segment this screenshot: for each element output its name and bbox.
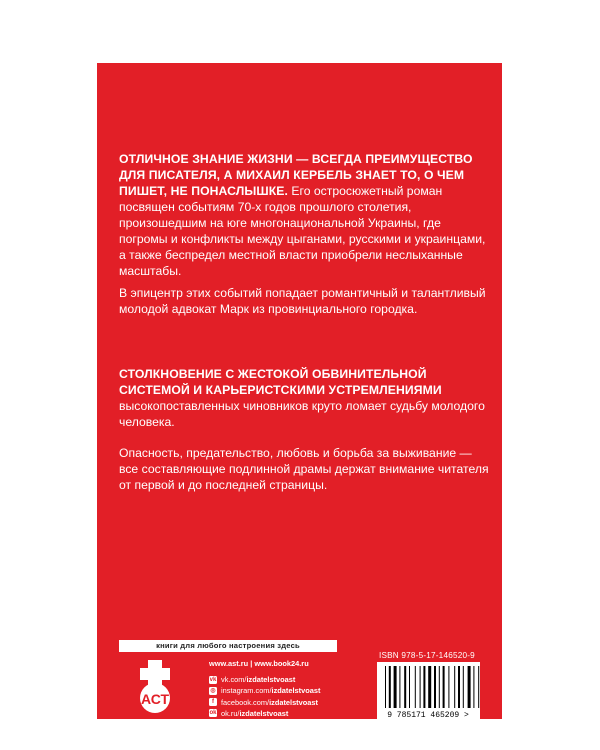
blurb-body-3: высокопоставленных чиновников круто ломает судьбу молодого человека. xyxy=(119,399,485,429)
social-prefix: instagram.com/ xyxy=(221,686,272,696)
website-line xyxy=(209,658,320,669)
blurb-paragraph-1 xyxy=(119,151,489,279)
blurb-body-2: В эпицентр этих событий попадает романтичный и талантливый молодой адвокат Марк из провинциального городка. xyxy=(119,286,486,316)
social-prefix: vk.com/ xyxy=(221,675,247,685)
blurb-paragraph-4 xyxy=(119,445,489,493)
social-prefix: ok.ru/ xyxy=(221,708,240,718)
blurb-body-4: Опасность, предательство, любовь и борьба за выживание — все составляющие подлинной драмы держат внимание читателя от первой и до последней страницы. xyxy=(119,446,489,492)
publisher-links xyxy=(209,658,320,719)
website-link-1[interactable]: www.ast.ru xyxy=(209,659,249,668)
social-link-odnoklassniki[interactable] xyxy=(209,708,320,719)
isbn-label: ISBN 978-5-17-146520-9 xyxy=(379,651,475,660)
logo-wordmark: АСТ xyxy=(140,691,170,707)
social-handle: izdatelstvoast xyxy=(271,686,321,696)
barcode-digits: 9 785171 465209 > xyxy=(387,711,469,720)
blurb-paragraph-2 xyxy=(119,285,489,317)
barcode-graphic xyxy=(377,662,480,720)
social-handle: izdatelstvoast xyxy=(239,708,289,718)
vk-icon: vk xyxy=(209,676,217,683)
ast-logo xyxy=(119,659,195,715)
social-link-facebook[interactable] xyxy=(209,697,320,708)
website-link-2[interactable]: www.book24.ru xyxy=(254,659,309,668)
blurb-body-1: Его остросюжетный роман посвящен событиям 70-х годов прошлого столетия, произошедшим на юге многонациональной Украины, где погромы и конфликты между цыганами, русскими и украинцами, а также беспредел местной власти приобрели неслыханные масштабы. xyxy=(119,184,486,278)
blurb-lead-3: СТОЛКНОВЕНИЕ С ЖЕСТОКОЙ ОБВИНИТЕЛЬНОЙ СИСТЕМОЙ И КАРЬЕРИСТСКИМИ УСТРЕМЛЕНИЯМИ xyxy=(119,367,442,397)
isbn-barcode xyxy=(377,662,480,720)
website-separator: | xyxy=(250,659,253,668)
publisher-tagline: книги для любого настроения здесь xyxy=(119,640,337,652)
back-cover xyxy=(97,63,502,727)
blurb-lead-1: ОТЛИЧНОЕ ЗНАНИЕ ЖИЗНИ — ВСЕГДА ПРЕИМУЩЕСТВО ДЛЯ ПИСАТЕЛЯ, А МИХАИЛ КЕРБЕЛЬ ЗНАЕТ ТО, О ЧЕМ ПИШЕТ, НЕ ПОНАСЛЫШКЕ. xyxy=(119,152,473,198)
blurb-paragraph-3 xyxy=(119,366,489,430)
social-prefix: facebook.com/ xyxy=(221,697,270,707)
social-handle: izdatelstvoast xyxy=(269,697,318,707)
social-link-vk[interactable] xyxy=(209,674,320,685)
logo-caption: ИЗДАТЕЛЬСКАЯ ГРУППА АСТ xyxy=(119,720,213,727)
social-handle: izdatelstvoast xyxy=(246,675,296,685)
facebook-icon: f xyxy=(209,698,217,706)
instagram-icon: ◎ xyxy=(210,688,216,694)
odnoklassniki-icon: ok xyxy=(209,710,217,717)
social-link-instagram[interactable] xyxy=(209,685,320,696)
